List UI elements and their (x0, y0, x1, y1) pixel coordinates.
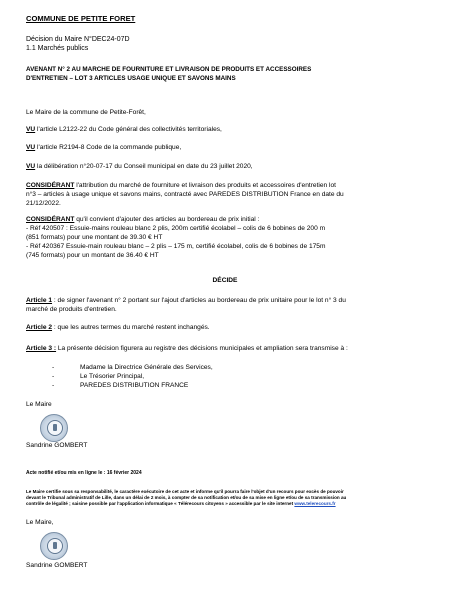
intro-line: Le Maire de la commune de Petite-Forêt, (26, 109, 146, 116)
municipal-seal-icon (40, 532, 68, 560)
legal-text: contrôle de légalité ; saisine possible par l'application informatique « Télérecours citoyens » accessible par le site internet (26, 501, 295, 506)
visa-label: VU (26, 126, 36, 133)
decision-category: 1.1 Marchés publics (26, 45, 89, 52)
recipient-text: Le Trésorier Principal, (80, 373, 145, 380)
considerant-text: l'attribution du marché de fourniture et livraison des produits et accessoires d'entretien lot (74, 182, 337, 189)
article-label: Article 2 (26, 324, 53, 331)
legal-notice-line1: Le Maire certifie sous sa responsabilité, le caractère exécutoire de cet acte et informe qu'il pourra faire l'objet d'un recours pour excès de pouvoir (26, 489, 344, 494)
legal-notice-line3 (26, 501, 336, 507)
commune-name: COMMUNE DE PETITE FORET (26, 14, 136, 23)
decision-reference: Décision du Maire N°DEC24-07D (26, 36, 130, 43)
item-420507-line2: (851 formats) pour une montant de 39.30 € HT (26, 234, 163, 241)
document-title-line2: D'ENTRETIEN – LOT 3 ARTICLES USAGE UNIQUE ET SAVONS MAINS (26, 75, 236, 82)
legal-notice-line2: devant le Tribunal administratif de Lille, dans un délai de 2 mois, à compter de sa notification et/ou de sa mise en ligne et/ou de sa transmission au (26, 495, 347, 500)
item-420367-line2: (745 formats) pour un montant de 36.40 € HT (26, 252, 159, 259)
visa-text: la délibération n°20-07-17 du Conseil municipal en date du 23 juillet 2020, (35, 163, 253, 170)
visa-label: VU (26, 163, 36, 170)
visa-3 (26, 162, 253, 171)
article-2 (26, 323, 210, 332)
article-label: Article 3 : (26, 345, 57, 352)
considerant-label: CONSIDÉRANT (26, 182, 75, 189)
publication-date: Acte notifié et/ou mis en ligne le : 16 février 2024 (26, 470, 142, 476)
article-1-line1 (26, 296, 346, 305)
visa-label: VU (26, 144, 36, 151)
considerant-1-line3: 21/12/2022. (26, 200, 61, 207)
visa-2 (26, 143, 181, 152)
considerant-text: qu'il convient d'ajouter des articles au bordereau de prix initial : (74, 216, 260, 223)
signature-title: Le Maire (26, 401, 52, 408)
article-text: La présente décision figurera au registre des décisions municipales et ampliation sera transmise à : (56, 345, 348, 352)
visa-text: l'article R2194-8 Code de la commande publique, (35, 144, 182, 151)
document-page: COMMUNE DE PETITE FORET Décision du Maire N°DEC24-07D 1.1 Marchés publics AVENANT N° 2 AU MARCHE DE FOURNITURE ET LIVRAISON DE PRODUITS ET ACCESSOIRES D'ENTRETIEN – LOT 3 ARTICLES USAGE UNIQUE ET SAVONS MAINS Le Maire de la commune de Petite-Forêt, VU l'article L2122-22 du Code général des collectivités territoriales, VU l'article R2194-8 Code de la commande publique, VU la délibération n°20-07-17 du Conseil municipal en date du 23 juillet 2020, CONSIDÉRANT l'attribution du marché de fourniture et livraison des produits et accessoires d'entretien lot n°3 – articles à usage unique et savons mains, contracté avec PAREDES DISTRIBUTION France en date du 21/12/2022. CONSIDÉRANT qu'il convient d'ajouter des articles au bordereau de prix initial : - Réf 420507 : Essuie-mains rouleau blanc 2 plis, 200m certifié écolabel – colis de 6 bobines de 200 m (851 formats) pour une montant de 39.30 € HT - Réf 420367 Essuie-main rouleau blanc – 2 plis – 175 m, certifié écolabel, colis de 6 bobines de 175m (745 formats) pour un montant de 36.40 € HT DÉCIDE Article 1 : de signer l'avenant n° 2 portant sur l'ajout d'articles au bordereau de prix unitaire pour le lot n° 3 du marché de produits d'entretien. Article 2 : que les autres termes du marché restent inchangés. Article 3 : La présente décision figurera au registre des décisions municipales et ampliation sera transmise à : - Madame la Directrice Générale des Services, - Le Trésorier Principal, - PAREDES DISTRIBUTION FRANCE Le Maire Sandrine GOMBERT Acte notifié et/ou mis en ligne le : 16 février 2024 Le Maire certifie sous sa responsabilité, le caractère exécutoire de cet acte et informe qu'il pourra faire l'objet d'un recours pour excès de pouvoir devant le Tribunal administratif de Lille, dans un délai de 2 mois, à compter de sa notification et/ou de sa mise en ligne et/ou de sa transmission au contrôle de légalité ; saisine possible par l'application informatique « Télérecours citoyens » accessible par le site internet www.telerecours.fr Le Maire, Sandrine GOMBERT (0, 0, 450, 600)
item-420507-line1: - Réf 420507 : Essuie-mains rouleau blanc 2 plis, 200m certifié écolabel – colis de 6 bobines de 200 m (26, 225, 326, 232)
article-label: Article 1 (26, 297, 53, 304)
signatory-name: Sandrine GOMBERT (26, 562, 88, 569)
article-3 (26, 344, 348, 353)
item-420367-line1: - Réf 420367 Essuie-main rouleau blanc – 2 plis – 175 m, certifié écolabel, colis de 6 bobines de 175m (26, 243, 326, 250)
recipient-text: Madame la Directrice Générale des Services, (80, 364, 213, 371)
article-text: : de signer l'avenant n° 2 portant sur l'ajout d'articles au bordereau de prix unitaire pour le lot n° 3 du (52, 297, 346, 304)
recipient-text: PAREDES DISTRIBUTION FRANCE (80, 382, 189, 389)
visa-text: l'article L2122-22 du Code général des collectivités territoriales, (35, 126, 222, 133)
considerant-2-line1 (26, 215, 259, 224)
article-1-line2: marché de produits d'entretien. (26, 306, 117, 313)
municipal-seal-icon (40, 414, 68, 442)
telerecours-link[interactable]: www.telerecours.fr (294, 501, 336, 506)
article-text: : que les autres termes du marché restent inchangés. (52, 324, 210, 331)
considerant-1-line1 (26, 181, 426, 190)
document-title-line1: AVENANT N° 2 AU MARCHE DE FOURNITURE ET LIVRAISON DE PRODUITS ET ACCESSOIRES (26, 66, 312, 73)
considerant-1-line2: n°3 – articles à usage unique et savons mains, contracté avec PAREDES DISTRIBUTION France en date du (26, 191, 344, 198)
signatory-name: Sandrine GOMBERT (26, 442, 88, 449)
decide-heading: DÉCIDE (212, 277, 238, 284)
signature-title: Le Maire, (26, 519, 54, 526)
considerant-label: CONSIDÉRANT (26, 216, 75, 223)
visa-1 (26, 125, 222, 134)
